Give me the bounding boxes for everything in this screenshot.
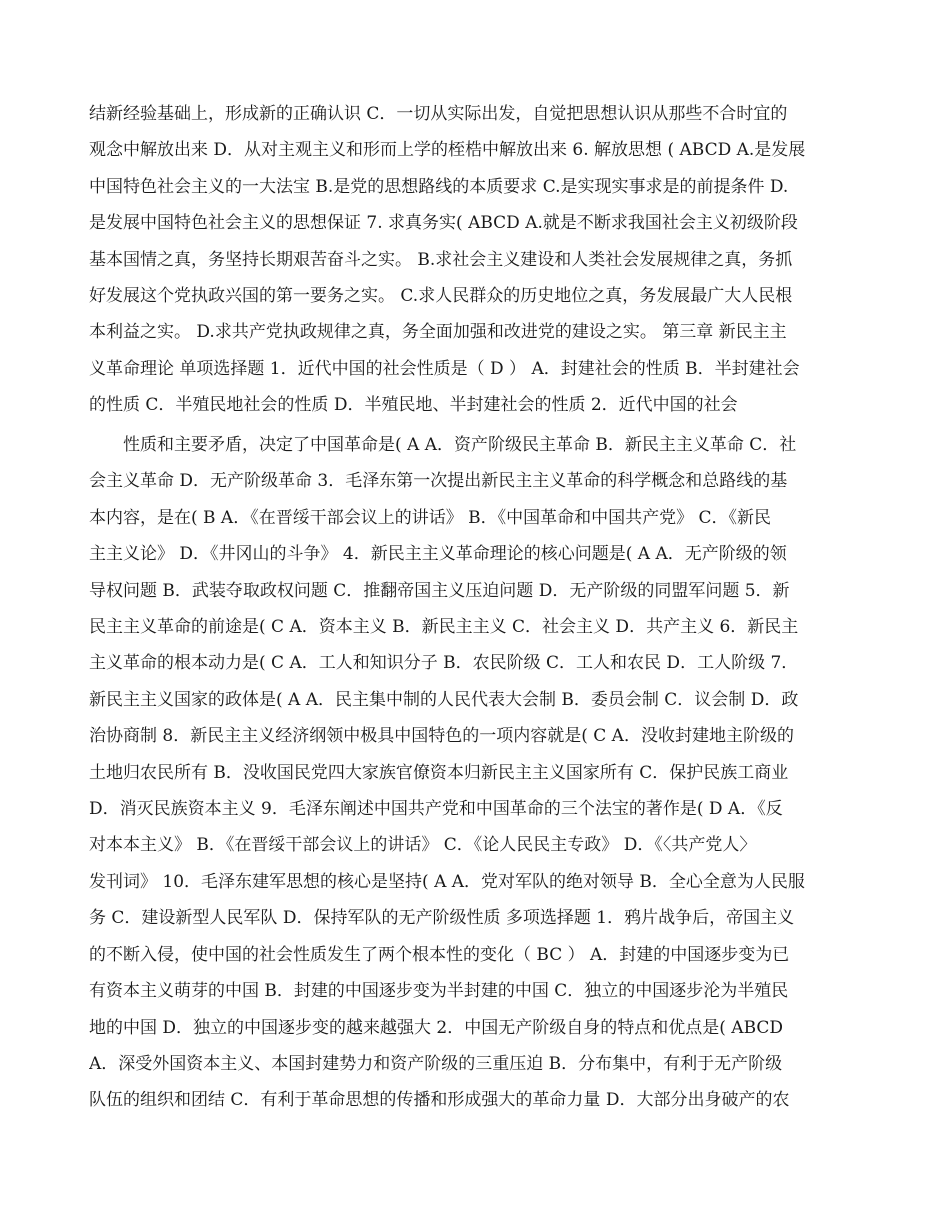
text-line: 土地归农民所有 B．没收国民党四大家族官僚资本归新民主主义国家所有 C．保护民族工商业: [89, 762, 789, 783]
text-line: 有资本主义萌芽的中国 B．封建的中国逐步变为半封建的中国 C．独立的中国逐步沦为半殖民: [89, 981, 789, 1002]
text-line: 的不断入侵，使中国的社会性质发生了两个根本性的变化（ BC ） A．封建的中国逐步变为已: [89, 944, 790, 965]
text-line: 地的中国 D．独立的中国逐步变的越来越强大 2．中国无产阶级自身的特点和优点是( ABCD: [89, 1017, 784, 1038]
text-line: 观念中解放出来 D．从对主观主义和形而上学的桎梏中解放出来 6. 解放思想 ( ABCD A.是发展: [89, 140, 806, 161]
paragraph: [89, 427, 864, 1119]
text-line: 本内容，是在( B A．《在晋绥干部会议上的讲话》 B．《中国革命和中国共产党》 C．《新民: [89, 507, 772, 528]
text-line: 新民主主义国家的政体是( A A．民主集中制的人民代表大会制 B．委员会制 C．议会制 D．政: [89, 689, 799, 710]
text-line: 中国特色社会主义的一大法宝 B.是党的思想路线的本质要求 C.是实现实事求是的前提条件 D.: [89, 176, 789, 197]
text-line: 导权问题 B．武装夺取政权问题 C．推翻帝国主义压迫问题 D．无产阶级的同盟军问题 5．新: [89, 580, 790, 601]
text-line: 好发展这个党执政兴国的第一要务之实。 C.求人民群众的历史地位之真，务发展最广大人民根: [89, 286, 793, 307]
text-line: 主主义论》 D．《井冈山的斗争》 4．新民主主义革命理论的核心问题是( A A．无产阶级的领: [89, 544, 787, 565]
text-line: 民主主义革命的前途是( C A．资本主义 B．新民主主义 C．社会主义 D．共产主义 6．新民主: [89, 617, 799, 638]
text-line: 义革命理论 单项选择题 1．近代中国的社会性质是（ D ） A．封建社会的性质 B．半封建社会: [89, 358, 800, 379]
text-line: 基本国情之真，务坚持长期艰苦奋斗之实。 B.求社会主义建设和人类社会发展规律之真，务抓: [89, 249, 793, 270]
text-line: 对本本主义》 B．《在晋绥干部会议上的讲话》 C．《论人民民主专政》 D．《〈共产党人〉: [89, 835, 757, 856]
text-line: 本利益之实。 D.求共产党执政规律之真，务全面加强和改进党的建设之实。 第三章 新民主主: [89, 322, 787, 343]
text-line: A．深受外国资本主义、本国封建势力和资产阶级的三重压迫 B．分布集中，有利于无产阶级: [89, 1053, 783, 1074]
text-line: 务 C．建设新型人民军队 D．保持军队的无产阶级性质 多项选择题 1．鸦片战争后，帝国主义: [89, 908, 795, 929]
text-line: D．消灭民族资本主义 9．毛泽东阐述中国共产党和中国革命的三个法宝的著作是( D A．《反: [89, 799, 783, 820]
text-line: 结新经验基础上，形成新的正确认识 C．一切从实际出发，自觉把思想认识从那些不合时宜的: [89, 104, 788, 124]
paragraph: [89, 96, 864, 424]
text-line: 性质和主要矛盾，决定了中国革命是( A A．资产阶级民主革命 B．新民主主义革命 C．社: [89, 435, 797, 455]
text-line: 发刊词》 10．毛泽东建军思想的核心是坚持( A A．党对军队的绝对领导 B．全心全意为人民服: [89, 871, 805, 892]
text-line: 会主义革命 D．无产阶级革命 3．毛泽东第一次提出新民主主义革命的科学概念和总路线的基: [89, 471, 788, 492]
text-line: 治协商制 8．新民主主义经济纲领中极具中国特色的一项内容就是( C A．没收封建地主阶级的: [89, 726, 794, 747]
text-line: 的性质 C．半殖民地社会的性质 D．半殖民地、半封建社会的性质 2．近代中国的社会: [89, 395, 738, 416]
text-line: 队伍的组织和团结 C．有利于革命思想的传播和形成强大的革命力量 D．大部分出身破产的农: [89, 1090, 790, 1111]
text-line: 主义革命的根本动力是( C A．工人和知识分子 B．农民阶级 C．工人和农民 D．工人阶级 7．: [89, 653, 799, 674]
text-line: 是发展中国特色社会主义的思想保证 7. 求真务实( ABCD A.就是不断求我国社会主义初级阶段: [89, 213, 798, 234]
